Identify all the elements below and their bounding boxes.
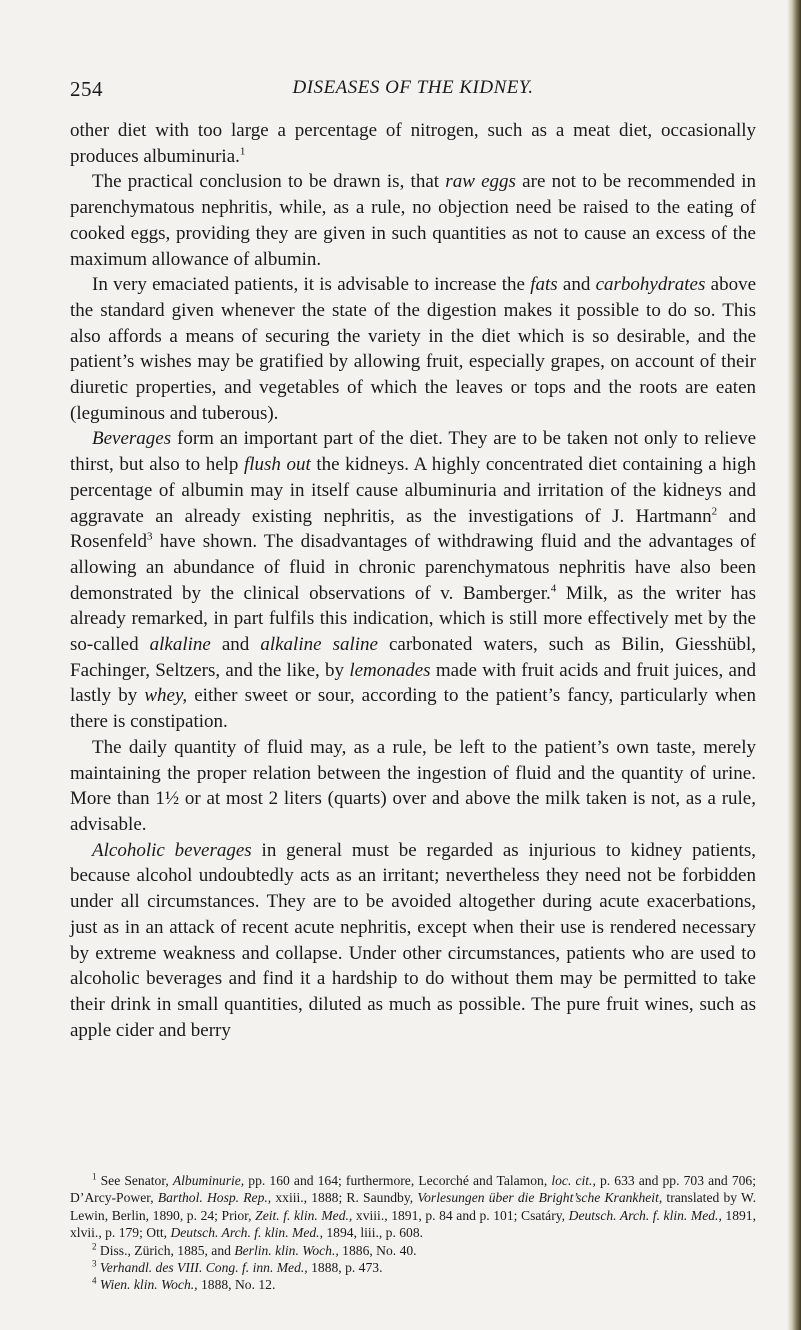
page-edge-shadow (787, 0, 801, 1330)
running-head: DISEASES OF THE KIDNEY. (292, 77, 534, 98)
paragraph-2: The practical conclusion to be drawn is, that raw eggs are not to be recommended in parenchymatous nephritis, while, as a rule, no objection need be raised to the eating of cooked eggs, providing they are given in such quantities as not to cause an excess of the maximum allowance of albumin. (70, 171, 756, 270)
paragraph-4: Beverages form an important part of the diet. They are to be taken not only to relieve thirst, but also to help flush out the kidneys. A highly concentrated diet containing a high percentage of albumin may in itself cause albuminuria and irritation of the kidneys and aggravate an already existing nephritis, as the investigations of J. Hartmann$^2$ and Rosenfeld$^3$ have shown. The disadvantages of withdrawing fluid and the advantages of allowing an abundance of fluid in chronic parenchymatous nephritis have also been demonstrated by the clinical observations of v. Bamberger.$^4$ Milk, as the writer has already remarked, in part fulfils this indication, which is still more effectively met by the so-called alkaline and alkaline saline carbonated waters, such as Bilin, Giesshübl, Fachinger, Seltzers, and the like, by lemonades made with fruit acids and fruit juices, and lastly by whey, either sweet or sour, according to the patient’s fancy, particularly when there is constipation. (70, 428, 757, 733)
footnote-3: $^3$ Verhandl. des VIII. Cong. f. inn. Med., 1888, p. 473. (92, 1258, 383, 1276)
footnote-ref-3: 3 (147, 530, 153, 543)
paragraph-3: In very emaciated patients, it is advisable to increase the fats and carbohydrates above the standard given whenever the state of the digestion makes it possible to do so. This also affords a means of securing the variety in the diet which is so desirable, and the patient’s wishes may be gratified by allowing fruit, especially grapes, on account of their diuretic properties, and vegetables of which the leaves or tops and the roots are eaten (leguminous and tuberous). (70, 274, 756, 424)
page-header (70, 77, 756, 105)
footnote-ref-1: 1 (239, 145, 246, 158)
footnote-4: $^4$ Wien. klin. Woch., 1888, No. 12. (92, 1275, 276, 1293)
paragraph-6: Alcoholic beverages in general must be regarded as injurious to kidney patients, because alcohol undoubtedly acts as an irritant; nevertheless they need not be forbidden under all circumstances. They are to be avoided altogether during acute exacerbations, just as in an attack of recent acute nephritis, except when their use is rendered necessary by extreme weakness and collapse. Under other circumstances, patients who are used to alcoholic beverages and find it a hardship to do without them may be permitted to take their drink in small quantities, diluted as much as possible. The pure fruit wines, such as apple cider and berry (70, 839, 756, 1041)
footnote-1: $^1$ See Senator, Albuminurie, pp. 160 and 164; furthermore, Lecorché and Talamon, loc. cit., p. 633 and pp. 703 and 706; D’Arcy-Power, Barthol. Hosp. Rep., xxiii., 1888; R. Saundby, Vorlesungen über die Bright’sche Krankheit, translated by W. Lewin, Berlin, 1890, p. 24; Prior, Zeit. f. klin. Med., xviii., 1891, p. 84 and p. 101; Csatáry, Deutsch. Arch. f. klin. Med., 1891, xlvii., p. 179; Ott, Deutsch. Arch. f. klin. Med., 1894, liii., p. 608. (70, 1171, 757, 1241)
footnote-ref-4: 4 (550, 582, 557, 595)
paragraph-1: other diet with too large a percentage of nitrogen, such as a meat diet, occasionally produces albuminuria.$^1$ (70, 120, 756, 167)
footnote-2: $^2$ Diss., Zürich, 1885, and Berlin. klin. Woch., 1886, No. 40. (92, 1241, 417, 1258)
footnote-ref-2: 2 (711, 505, 718, 518)
body-text (70, 118, 756, 1043)
paragraph-5: The daily quantity of fluid may, as a rule, be left to the patient’s own taste, merely maintaining the proper relation between the ingestion of fluid and the quantity of urine. More than 1½ or at most 2 liters (quarts) over and above the milk taken is not, as a rule, advisable. (70, 736, 756, 835)
footnotes (70, 1172, 756, 1294)
page-number: 254 (70, 77, 103, 101)
